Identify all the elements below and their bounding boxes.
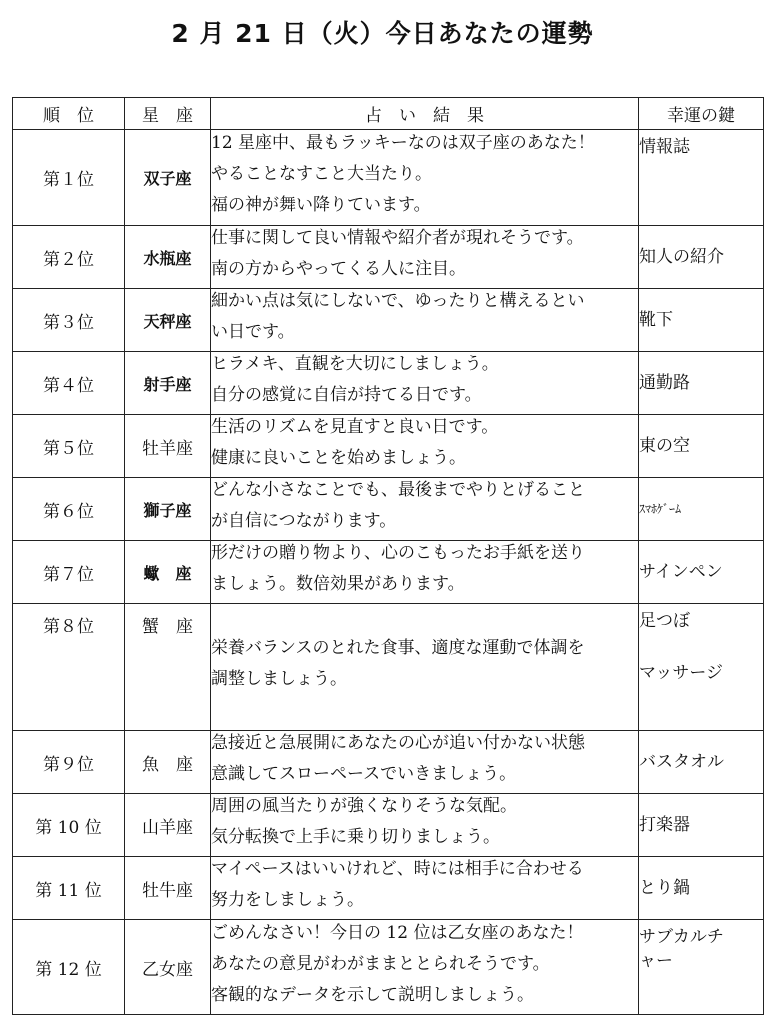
header-sign: 星 座 xyxy=(125,98,211,130)
result-cell xyxy=(211,130,639,226)
key-line: 通勤路 xyxy=(639,373,690,393)
rank-cell: 第 12 位 xyxy=(13,920,125,1015)
rank-cell: 第８位 xyxy=(13,604,125,731)
table-row xyxy=(13,857,764,920)
table-row xyxy=(13,226,764,289)
key-cell xyxy=(639,415,764,478)
result-line: 栄養バランスのとれた食事、適度な運動で体調を xyxy=(211,638,585,658)
result-line: 健康に良いことを始めましょう。 xyxy=(211,448,466,468)
result-line: 努力をしましょう。 xyxy=(211,890,364,910)
result-line: 細かい点は気にしないで、ゆったりと構えるとい xyxy=(211,291,585,311)
result-line: 気分転換で上手に乗り切りましょう。 xyxy=(211,827,500,847)
result-line: やることなすこと大当たり。 xyxy=(211,164,432,184)
result-line: 周囲の風当たりが強くなりそうな気配。 xyxy=(211,796,517,816)
key-cell xyxy=(639,920,764,1015)
result-line: 急接近と急展開にあなたの心が追い付かない状態 xyxy=(211,733,585,753)
result-cell xyxy=(211,541,639,604)
sign-cell: 天秤座 xyxy=(125,289,211,352)
sign-cell: 山羊座 xyxy=(125,794,211,857)
table-row xyxy=(13,289,764,352)
sign-cell: 牡牛座 xyxy=(125,857,211,920)
key-cell xyxy=(639,604,764,731)
result-line: ヒラメキ、直観を大切にしましょう。 xyxy=(211,354,499,374)
result-line: どんな小さなことでも、最後までやりとげること xyxy=(211,480,585,500)
result-line: 福の神が舞い降りています。 xyxy=(211,195,431,215)
result-cell xyxy=(211,352,639,415)
rank-cell: 第５位 xyxy=(13,415,125,478)
result-line: 南の方からやってくる人に注目。 xyxy=(211,259,466,279)
table-row xyxy=(13,604,764,731)
key-line: 東の空 xyxy=(639,436,690,456)
key-line: 情報誌 xyxy=(639,137,690,157)
result-line: 12 星座中、最もラッキーなのは双子座のあなた！ xyxy=(211,133,595,153)
sign-cell: 蠍 座 xyxy=(125,541,211,604)
key-cell xyxy=(639,226,764,289)
key-cell xyxy=(639,352,764,415)
key-cell xyxy=(639,857,764,920)
rank-cell: 第 11 位 xyxy=(13,857,125,920)
result-line: ましょう。数倍効果があります。 xyxy=(211,574,465,594)
result-cell xyxy=(211,857,639,920)
key-cell xyxy=(639,130,764,226)
sign-cell: 乙女座 xyxy=(125,920,211,1015)
result-cell xyxy=(211,415,639,478)
key-line: とり鍋 xyxy=(639,878,690,898)
rank-cell: 第 10 位 xyxy=(13,794,125,857)
key-cell xyxy=(639,289,764,352)
key-line: サインペン xyxy=(639,562,723,582)
result-cell xyxy=(211,604,639,731)
key-line: 靴下 xyxy=(639,310,673,330)
rank-cell: 第９位 xyxy=(13,731,125,794)
rank-cell: 第４位 xyxy=(13,352,125,415)
sign-cell: 射手座 xyxy=(125,352,211,415)
fortune-table xyxy=(12,97,764,1015)
sign-cell: 双子座 xyxy=(125,130,211,226)
result-line: ごめんなさい！今日の 12 位は乙女座のあなた！ xyxy=(211,922,584,943)
table-row xyxy=(13,731,764,794)
key-line: マッサージ xyxy=(639,663,723,683)
result-line: 意識してスローペースでいきましょう。 xyxy=(211,764,517,784)
rank-cell: 第２位 xyxy=(13,226,125,289)
result-line: あなたの意見がわがままととられそうです。 xyxy=(211,953,550,974)
result-cell xyxy=(211,920,639,1015)
sign-cell: 魚 座 xyxy=(125,731,211,794)
result-cell xyxy=(211,478,639,541)
header-rank: 順 位 xyxy=(13,98,125,130)
rank-cell: 第６位 xyxy=(13,478,125,541)
header-row xyxy=(13,98,764,130)
header-result: 占 い 結 果 xyxy=(211,98,639,130)
key-line: ャー xyxy=(639,951,673,971)
table-row xyxy=(13,541,764,604)
result-line: 調整しましょう。 xyxy=(211,669,347,689)
key-line: 足つぼ xyxy=(639,611,690,631)
result-cell xyxy=(211,731,639,794)
table-row xyxy=(13,130,764,226)
result-line: 客観的なデータを示して説明しましょう。 xyxy=(211,984,534,1005)
key-line: サブカルチ xyxy=(639,927,724,947)
table-row xyxy=(13,794,764,857)
key-line: 打楽器 xyxy=(639,815,690,835)
result-cell xyxy=(211,289,639,352)
rank-cell: 第１位 xyxy=(13,130,125,226)
key-line: ｽﾏﾎｹﾞｰﾑ xyxy=(639,502,682,516)
sign-cell: 水瓶座 xyxy=(125,226,211,289)
result-line: マイペースはいいけれど、時には相手に合わせる xyxy=(211,859,584,879)
key-cell xyxy=(639,541,764,604)
table-row xyxy=(13,920,764,1015)
result-line: 生活のリズムを見直すと良い日です。 xyxy=(211,417,499,437)
result-line: い日です。 xyxy=(211,322,295,342)
key-cell xyxy=(639,731,764,794)
sign-cell: 獅子座 xyxy=(125,478,211,541)
result-line: が自信につながります。 xyxy=(211,511,397,531)
result-cell xyxy=(211,226,639,289)
key-line: バスタオル xyxy=(639,752,724,772)
sign-cell: 牡羊座 xyxy=(125,415,211,478)
rank-cell: 第７位 xyxy=(13,541,125,604)
result-line: 形だけの贈り物より、心のこもったお手紙を送り xyxy=(211,543,585,563)
rank-cell: 第３位 xyxy=(13,289,125,352)
result-line: 仕事に関して良い情報や紹介者が現れそうです。 xyxy=(211,228,584,248)
page-title: 2 月 21 日（火）今日あなたの運勢 xyxy=(171,19,594,48)
result-cell xyxy=(211,794,639,857)
table-row xyxy=(13,478,764,541)
key-cell xyxy=(639,478,764,541)
result-line: 自分の感覚に自信が持てる日です。 xyxy=(211,385,482,405)
table-row xyxy=(13,415,764,478)
key-line: 知人の紹介 xyxy=(639,247,724,267)
sign-cell: 蟹 座 xyxy=(125,604,211,731)
key-cell xyxy=(639,794,764,857)
table-row xyxy=(13,352,764,415)
header-key: 幸運の鍵 xyxy=(639,98,764,130)
